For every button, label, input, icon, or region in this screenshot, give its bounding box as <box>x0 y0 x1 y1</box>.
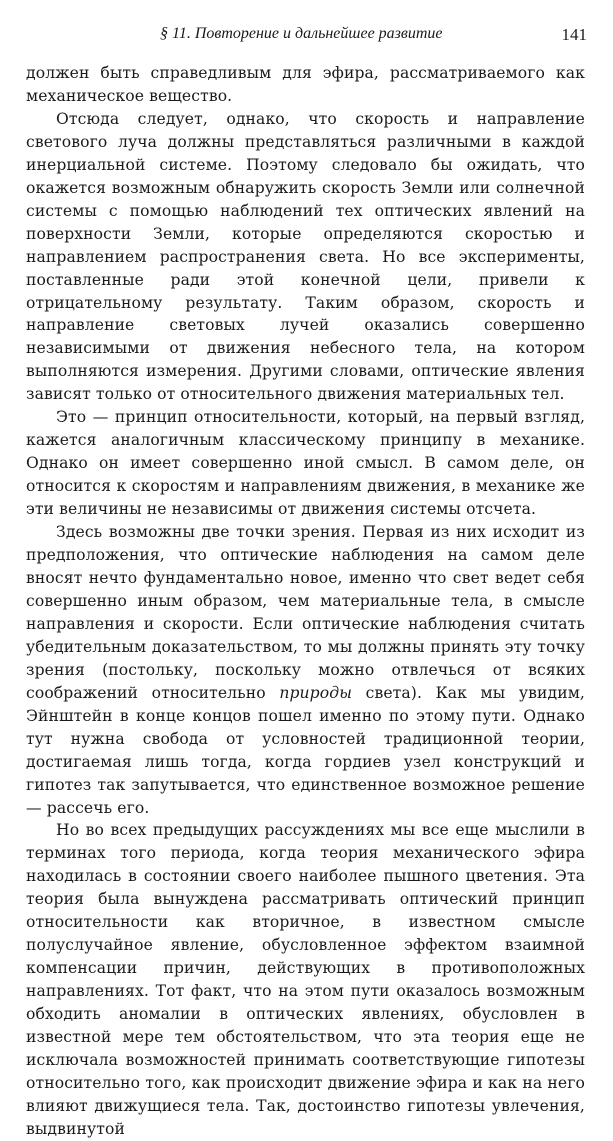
paragraph-2: Отсюда следует, однако, что скорость и направление светового луча должны представляться различными в каждой инерциальной системе. Поэтому следовало бы ожидать, что окажется возможным обнаружить скорость Земли или солнечной системы с помощью наблюдений тех оптических явлений на поверхности Земли, которые определяются скоростью и направлением распространения света. Но все эксперименты, поставленные ради этой конечной цели, привели к отрицательному результату. Таким образом, скорость и направление световых лучей оказались совершенно независимыми от движения небесного тела, на котором выполняются измерения. Другими словами, оптические явления зависят только от относительного движения материальных тел. <box>26 109 585 404</box>
paragraph-4-part-1: Здесь возможны две точки зрения. Первая из них исходит из предположения, что оптические наблюдения на самом деле вносят нечто фундаментально новое, именно что свет ведет себя совершенно иным образом, чем материальные тела, в смысле направления и скорости. Если оптические наблюдения считать убедительным доказательством, то мы должны принять эту точку зрения (постольку, поскольку можно отвлечься от всяких соображений относительно <box>26 523 585 702</box>
section-title: § 11. Повторение и дальнейшее развитие <box>160 25 443 42</box>
italic-term: природы <box>279 683 353 702</box>
running-head <box>26 22 587 50</box>
body-text <box>26 62 585 1141</box>
paragraph-4 <box>26 521 585 819</box>
paragraph-4-part-2: света). Как мы увидим, Эйнштейн в конце концов пошел именно по этому пути. Однако тут нужна свобода от условностей традиционной теории, достигаемая лишь тогда, когда гордиев узел конструкций и гипотез так запутывается, что единственное возможное решение — рассечь его. <box>26 683 585 817</box>
page-number: 141 <box>561 25 587 44</box>
paragraph-5: Но во всех предыдущих рассуждениях мы все еще мыслили в терминах того периода, когда теория механического эфира находилась в состоянии своего наиболее пышного цветения. Эта теория была вынуждена рассматривать оптический принцип относительности как вторичное, в известном смысле полуслучайное явление, обусловленное эффектом взаимной компенсации причин, действующих в противоположных направлениях. Тот факт, что на этом пути оказалось возможным обходить аномалии в оптических явлениях, обусловлен в известной мере тем обстоятельством, что эта теория еще не исключала возможностей принимать соответствующие гипотезы относительно того, как происходит движение эфира и как на него влияют движущиеся тела. Так, достоинство гипотезы увлечения, выдвинутой <box>26 821 585 1138</box>
paragraph-1: должен быть справедливым для эфира, рассматриваемого как механическое вещество. <box>26 64 585 105</box>
paragraph-3: Это — принцип относительности, который, на первый взгляд, кажется аналогичным классическому принципу в механике. Однако он имеет совершенно иной смысл. В самом деле, он относится к скоростям и направлениям движения, в механике же эти величины не независимы от движения системы отсчета. <box>26 408 585 519</box>
